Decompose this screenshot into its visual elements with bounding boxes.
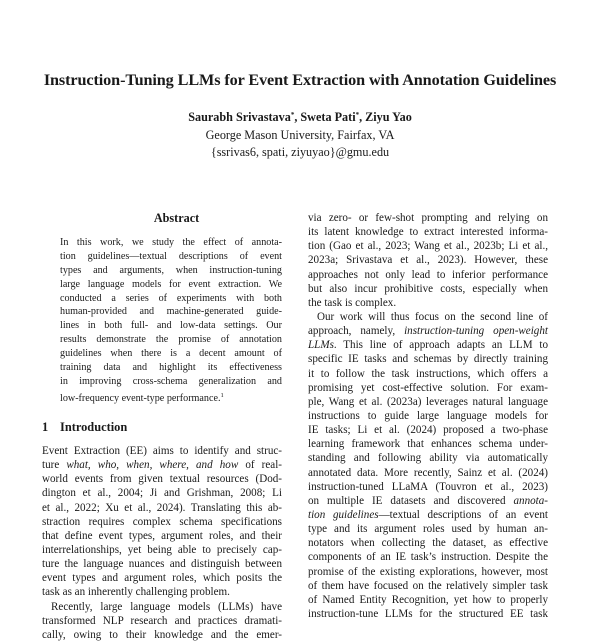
text-line: LLMs. This line of approach adapts an LLM to: [308, 339, 548, 352]
footnote-mark: 1: [220, 391, 224, 399]
text-line: standing and following ability via automatically: [308, 452, 548, 465]
text-line: IE tasks; Li et al. (2024) proposed a two-phase: [308, 424, 548, 437]
author-name: Saurabh Srivastava: [188, 110, 291, 124]
author-separator: ,: [294, 110, 301, 124]
affiliation-block: [0, 127, 600, 161]
equal-contribution-mark: *: [290, 111, 295, 119]
text-line: specific IE tasks and schemas by directly training: [308, 353, 548, 366]
text-line: instruction-tuned LLaMA (Touvron et al., 2023): [308, 480, 548, 493]
author-name: Ziyu Yao: [365, 110, 412, 124]
abstract-body: [60, 236, 282, 403]
equal-contribution-mark: *: [355, 111, 360, 119]
text-line: et al., 2022; Xu et al., 2024). Translating this ab-: [42, 501, 282, 514]
text-line: instruction-tune LLMs for the structured EE task: [308, 607, 548, 620]
text-line: tion guidelines—textual descriptions of event: [60, 250, 282, 262]
text-line: dington et al., 2004; Ji and Grishman, 2008; Li: [42, 487, 282, 500]
text-line: straction requires complex schema specifications: [42, 515, 282, 528]
text-line: but also incur prohibitive costs, especially when: [308, 282, 548, 295]
text-line: tion guidelines—textual descriptions of an event: [308, 508, 548, 521]
text-line: task as an inherently challenging problem.: [42, 586, 230, 599]
text-line: Our work will thus focus on the second line of: [317, 310, 548, 323]
text-line: its latent knowledge to extract interested informa-: [308, 226, 548, 239]
text-line: promising yet cost-effective solution. For exam-: [308, 381, 548, 394]
text-line: approach, namely, instruction-tuning open-weight: [308, 325, 548, 338]
text-line: components of an IE task’s instruction. Despite the: [308, 551, 548, 564]
text-line: of them have focused on the relatively simpler task: [308, 579, 548, 592]
text-line: annotated data. More recently, Sainz et al. (2024): [308, 466, 548, 479]
text-line: via zero- or few-shot prompting and relying on: [308, 212, 548, 224]
email: {ssrivas6, spati, ziyuyao}@gmu.edu: [210, 145, 390, 159]
text-line: interrelationships, yet being able to precisely cap-: [42, 543, 282, 556]
text-line: cally, owing to their knowledge and the emer-: [42, 628, 282, 641]
text-line: conducted a series of experiments with both: [60, 292, 282, 304]
text-line: guidelines when there is a decent amount of: [60, 348, 282, 360]
text-line: lines in both full- and low-data settings. Our: [60, 320, 282, 332]
text-line: world events from given textual resources (Dod-: [42, 473, 282, 486]
text-line: of Named Entity Recognition, yet how to properly: [308, 593, 548, 606]
text-line: ture what, who, when, where, and how of real-: [42, 459, 283, 472]
affiliation: George Mason University, Fairfax, VA: [205, 128, 395, 142]
text-line: the task is complex.: [308, 296, 397, 309]
introduction-right-column: [308, 211, 548, 621]
text-line: on multiple IE datasets and discovered annota-: [308, 494, 548, 507]
text-line: training data and highlight its effectiveness: [60, 362, 282, 374]
text-line: in improving cross-schema generalization and: [60, 375, 282, 387]
text-line: ture the language nuances and distinguish between: [42, 558, 282, 571]
abstract-heading: Abstract: [153, 211, 200, 225]
text-line: transformed NLP research and practices dramati-: [42, 614, 282, 627]
text-line: results demonstrate the promise of annotation: [60, 334, 282, 346]
section-number: 1: [42, 420, 49, 434]
text-line: it to follow the task instructions, which offers a: [308, 367, 548, 380]
text-line: tion (Gao et al., 2023; Wang et al., 2023b; Li et al.,: [308, 240, 548, 253]
text-line: In this work, we study the effect of annota-: [60, 237, 282, 248]
section-heading-introduction: [42, 420, 127, 435]
text-line: notators when collecting the dataset, as effective: [308, 537, 548, 550]
author-name: Sweta Pati: [300, 110, 356, 124]
text-line: type and its argument roles used by human an-: [308, 523, 548, 536]
author-list: [0, 110, 600, 125]
text-line: ple, Wang et al. (2023a) leverages natural language: [308, 395, 548, 408]
introduction-left-column: [42, 444, 282, 642]
text-line: promise of the existing explorations, however, most: [308, 565, 548, 578]
text-line: instructions to guide large language models for: [308, 409, 548, 422]
text-line: Event Extraction (EE) aims to identify and struc-: [42, 445, 282, 457]
text-line: Recently, large language models (LLMs) have: [51, 600, 282, 613]
text-line: large language models for event extraction. We: [60, 278, 282, 290]
text-line: event types and argument roles, which posits the: [42, 572, 282, 585]
text-line: that define event types, argument roles, and their: [42, 529, 282, 542]
text-line: learning framework that enhances schema under-: [308, 438, 548, 451]
text-line: 2023a; Srivastava et al., 2023). However, these: [308, 254, 548, 267]
text-line: human-provided and machine-generated guide-: [60, 306, 282, 318]
section-title: Introduction: [60, 420, 128, 434]
text-line: low-frequency event-type performance.$^1$: [60, 391, 224, 404]
text-line: types and arguments, when instruction-tuning: [60, 264, 282, 276]
text-line: approaches not only lead to inferior performance: [308, 268, 548, 281]
author-separator: ,: [359, 110, 366, 124]
paper-title: Instruction-Tuning LLMs for Event Extraction with Annotation Guidelines: [43, 71, 557, 89]
